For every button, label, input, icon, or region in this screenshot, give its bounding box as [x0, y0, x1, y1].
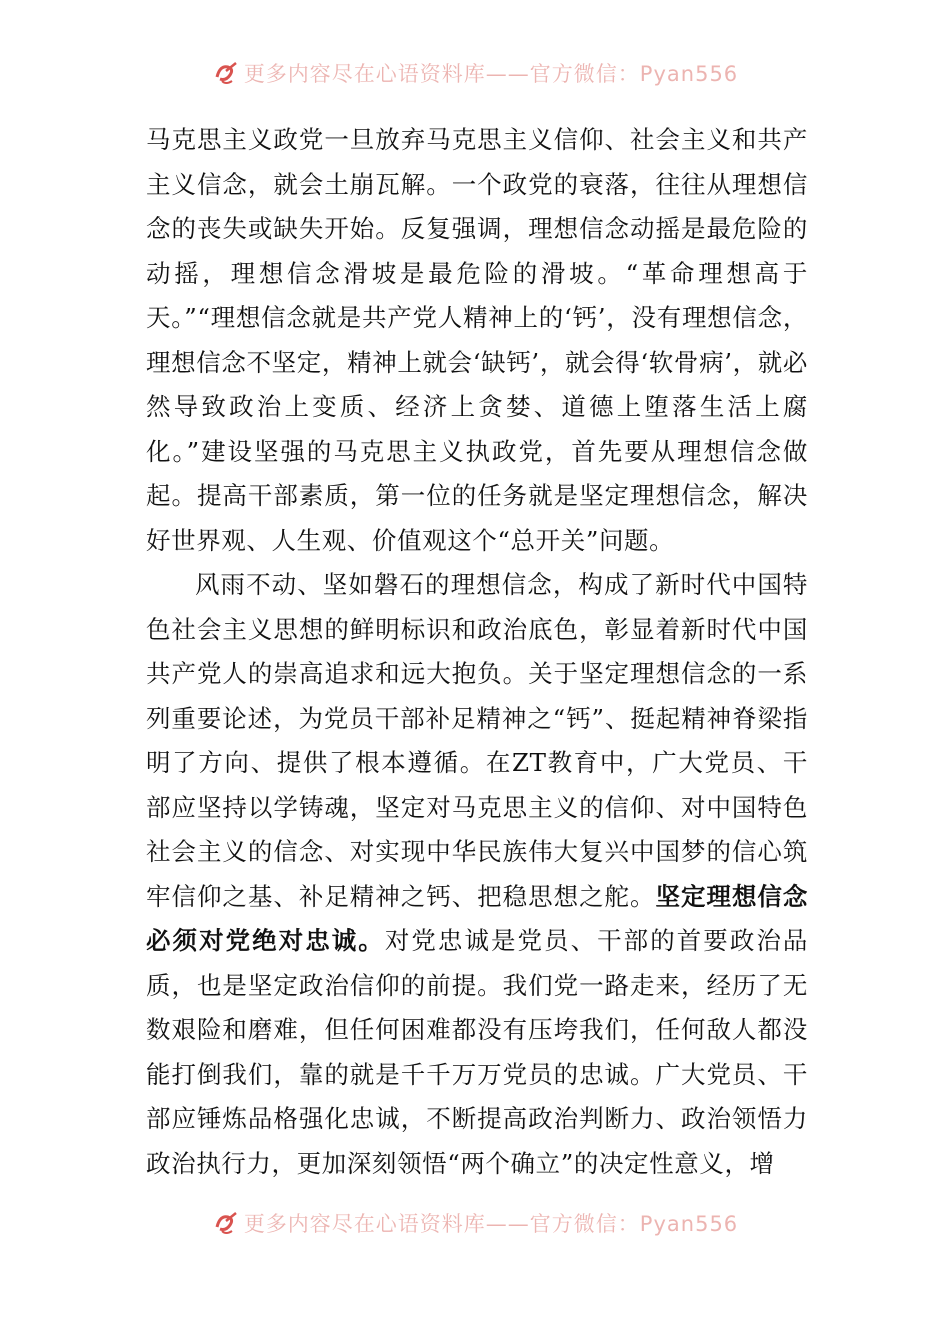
paragraph-2-text-a: 风雨不动、坚如磐石的理想信念，构成了新时代中国特色社会主义思想的鲜明标识和政治底色，彰显着新时代中国共产党人的崇高追求和远大抱负。关于坚定理想信念的一系列重要论述，为党员干部补足精神之“钙”、挺起精神脊梁指明了方向、提供了根本遵循。在ZT教育中，广大党员、干部应坚持以学铸魂，坚定对马克思主义的信仰、对中国特色社会主义的信念、对实现中华民族伟大复兴中国梦的信心筑牢信仰之基、补足精神之钙、把稳思想之舵。: [146, 570, 808, 911]
watermark-text: 更多内容尽在心语资料库——官方微信：Pyan556: [243, 62, 739, 86]
header-watermark: [0, 55, 950, 91]
paragraph-2: [146, 563, 808, 1186]
footer-watermark: [0, 1205, 950, 1241]
paragraph-1: [146, 118, 808, 563]
paragraph-2-bold-heading: 坚定理想信念必须对党绝对忠诚。: [146, 881, 808, 955]
document-body: [146, 118, 808, 1186]
paragraph-2-text-b: 对党忠诚是党员、干部的首要政治品质，也是坚定政治信仰的前提。我们党一路走来，经历了无数艰险和磨难，但任何困难都没有压垮我们，任何敌人都没能打倒我们，靠的就是千千万万党员的忠诚。广大党员、干部应锤炼品格强化忠诚，不断提高政治判断力、政治领悟力政治执行力，更加深刻领悟“两个确立”的决定性意义，增: [146, 926, 808, 1178]
watermark-text: 更多内容尽在心语资料库——官方微信：Pyan556: [243, 1212, 739, 1236]
paragraph-1-text: 马克思主义政党一旦放弃马克思主义信仰、社会主义和共产主义信念，就会土崩瓦解。一个政党的衰落，往往从理想信念的丧失或缺失开始。反复强调，理想信念动摇是最危险的动摇，理想信念滑坡是最危险的滑坡。“革命理想高于天。”“理想信念就是共产党人精神上的‘钙’，没有理想信念，理想信念不坚定，精神上就会‘缺钙’，就会得‘软骨病’，就必然导致政治上变质、经济上贪婪、道德上堕落生活上腐化。”建设坚强的马克思主义执政党，首先要从理想信念做起。提高干部素质，第一位的任务就是坚定理想信念，解决好世界观、人生观、价值观这个“总开关”问题。: [146, 125, 808, 555]
watermark-logo-icon: [212, 1209, 240, 1237]
watermark-logo-icon: [212, 59, 240, 87]
